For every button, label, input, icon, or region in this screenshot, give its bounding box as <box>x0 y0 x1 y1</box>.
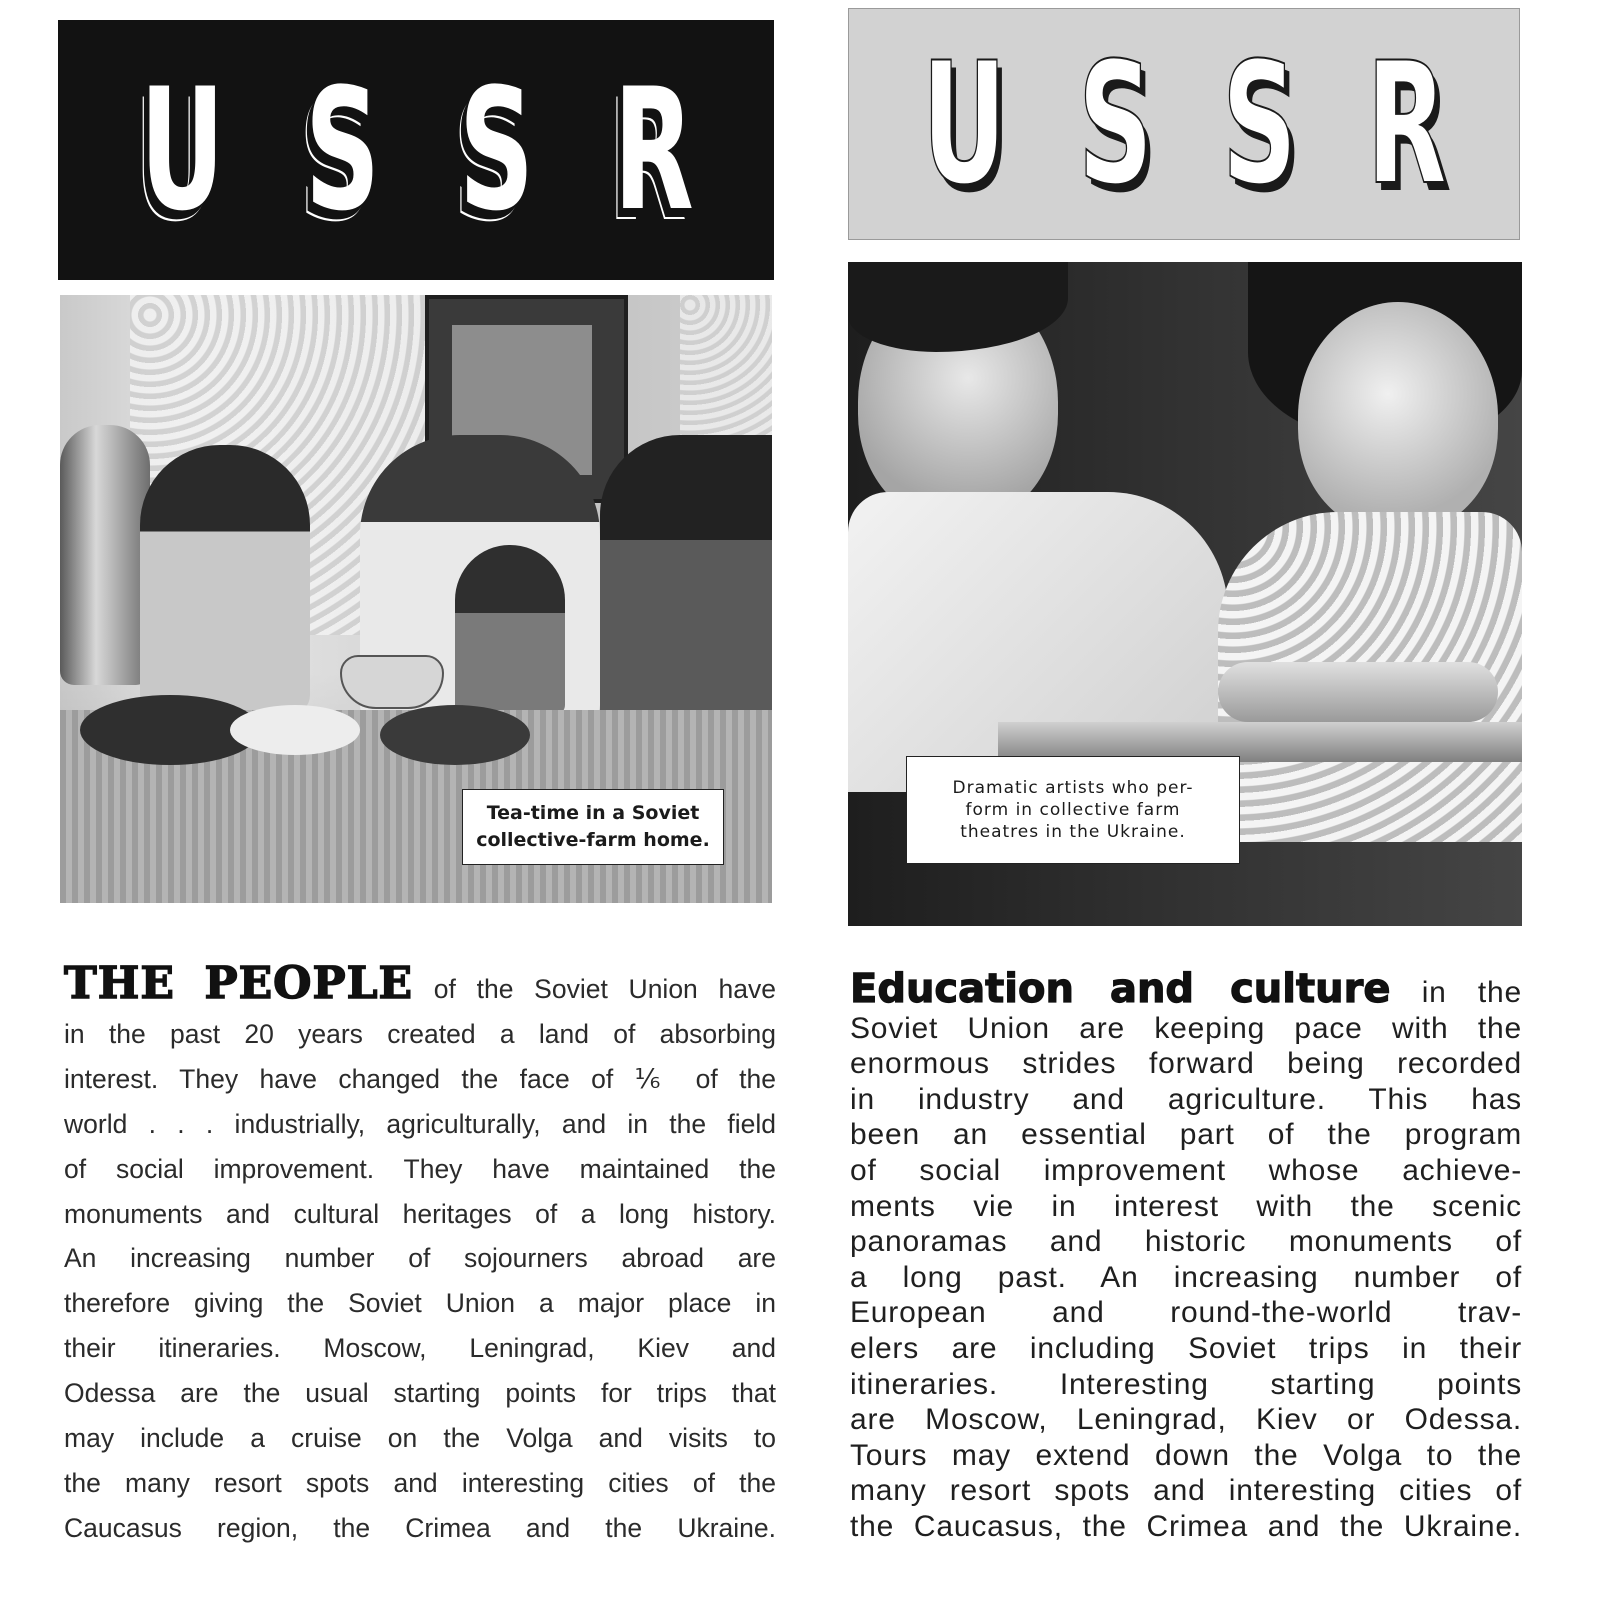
samovar <box>60 425 150 685</box>
person-3 <box>600 435 772 735</box>
text-line: Tours may extend down the Volga to the <box>850 1438 1522 1472</box>
dramatic-artists-photo <box>848 262 1522 926</box>
text-line: panoramas and historic monuments of <box>850 1225 1522 1259</box>
text-line: enormous strides forward being recorded <box>850 1047 1522 1081</box>
caption-line: Dramatic artists who per- <box>952 778 1194 798</box>
banner-letter: S <box>305 52 381 248</box>
text-line: European and round-the-world trav- <box>850 1296 1522 1330</box>
banner-letter: R <box>613 52 694 248</box>
text-line: of social improvement whose achieve- <box>850 1153 1522 1187</box>
child <box>455 545 565 715</box>
right-body-text <box>850 966 1522 1545</box>
text-line: a long past. An increasing number of <box>850 1260 1522 1294</box>
text-line: elers are including Soviet trips in their <box>850 1331 1522 1365</box>
text-line: in the past 20 years created a land of absorbing <box>64 1018 776 1049</box>
text-line: of social improvement. They have maintained the <box>64 1153 776 1184</box>
lead-heading: THE PEOPLE <box>64 958 414 1009</box>
left-ussr-banner <box>58 20 774 280</box>
artist-right-face <box>1298 302 1498 532</box>
text-line-rest: of the Soviet Union have <box>433 974 776 1004</box>
text-line: in industry and agriculture. This has <box>850 1082 1522 1116</box>
text-line: Odessa are the usual starting points for trips that <box>64 1378 776 1409</box>
banner-letter: S <box>1078 26 1154 222</box>
text-line-rest: in the <box>1421 976 1522 1009</box>
photo-caption <box>462 789 724 865</box>
text-line: many resort spots and interesting cities of <box>850 1474 1522 1508</box>
text-line: monuments and cultural heritages of a long history. <box>64 1198 776 1229</box>
text-line: therefore giving the Soviet Union a major place in <box>64 1288 776 1319</box>
text-line: been an essential part of the program <box>850 1118 1522 1152</box>
right-ussr-banner <box>848 8 1520 240</box>
banner-letter: S <box>1221 26 1297 222</box>
text-line: may include a cruise on the Volga and visits to <box>64 1423 776 1454</box>
text-line: ments vie in interest with the scenic <box>850 1189 1522 1223</box>
text-line <box>64 958 776 1012</box>
text-line: Caucasus region, the Crimea and the Ukraine. <box>64 1512 776 1543</box>
banner-letter: R <box>1366 26 1448 222</box>
text-line <box>850 966 1522 1012</box>
banner-letter: S <box>458 52 534 248</box>
text-line: itineraries. Interesting starting points <box>850 1367 1522 1401</box>
banner-letter: U <box>922 26 1007 222</box>
caption-line: form in collective farm <box>965 800 1181 820</box>
banner-letter: U <box>139 52 225 248</box>
tea-time-photo <box>60 295 772 903</box>
plate-of-pastry <box>380 705 530 765</box>
left-body-text <box>64 958 776 1551</box>
text-line: interest. They have changed the face of ⅙ of the <box>64 1063 776 1094</box>
lead-heading: Education and culture <box>850 966 1391 1012</box>
text-line: their itineraries. Moscow, Leningrad, Kiev and <box>64 1333 776 1364</box>
text-line: the many resort spots and interesting cities of the <box>64 1467 776 1498</box>
caption-line: collective-farm home. <box>476 829 710 851</box>
text-line: An increasing number of sojourners abroad are <box>64 1243 776 1274</box>
caption-line: theatres in the Ukraine. <box>960 822 1186 842</box>
photo-caption <box>906 756 1240 864</box>
artist-arm <box>1218 662 1498 722</box>
text-line: world . . . industrially, agriculturally, and in the field <box>64 1108 776 1139</box>
text-line: the Caucasus, the Crimea and the Ukraine. <box>850 1509 1522 1543</box>
person-1 <box>140 445 310 715</box>
text-line: are Moscow, Leningrad, Kiev or Odessa. <box>850 1403 1522 1437</box>
text-line: Soviet Union are keeping pace with the <box>850 1011 1522 1045</box>
glass-bowl <box>340 655 444 709</box>
plate-of-bread <box>230 705 360 755</box>
caption-line: Tea-time in a Soviet <box>486 802 700 824</box>
